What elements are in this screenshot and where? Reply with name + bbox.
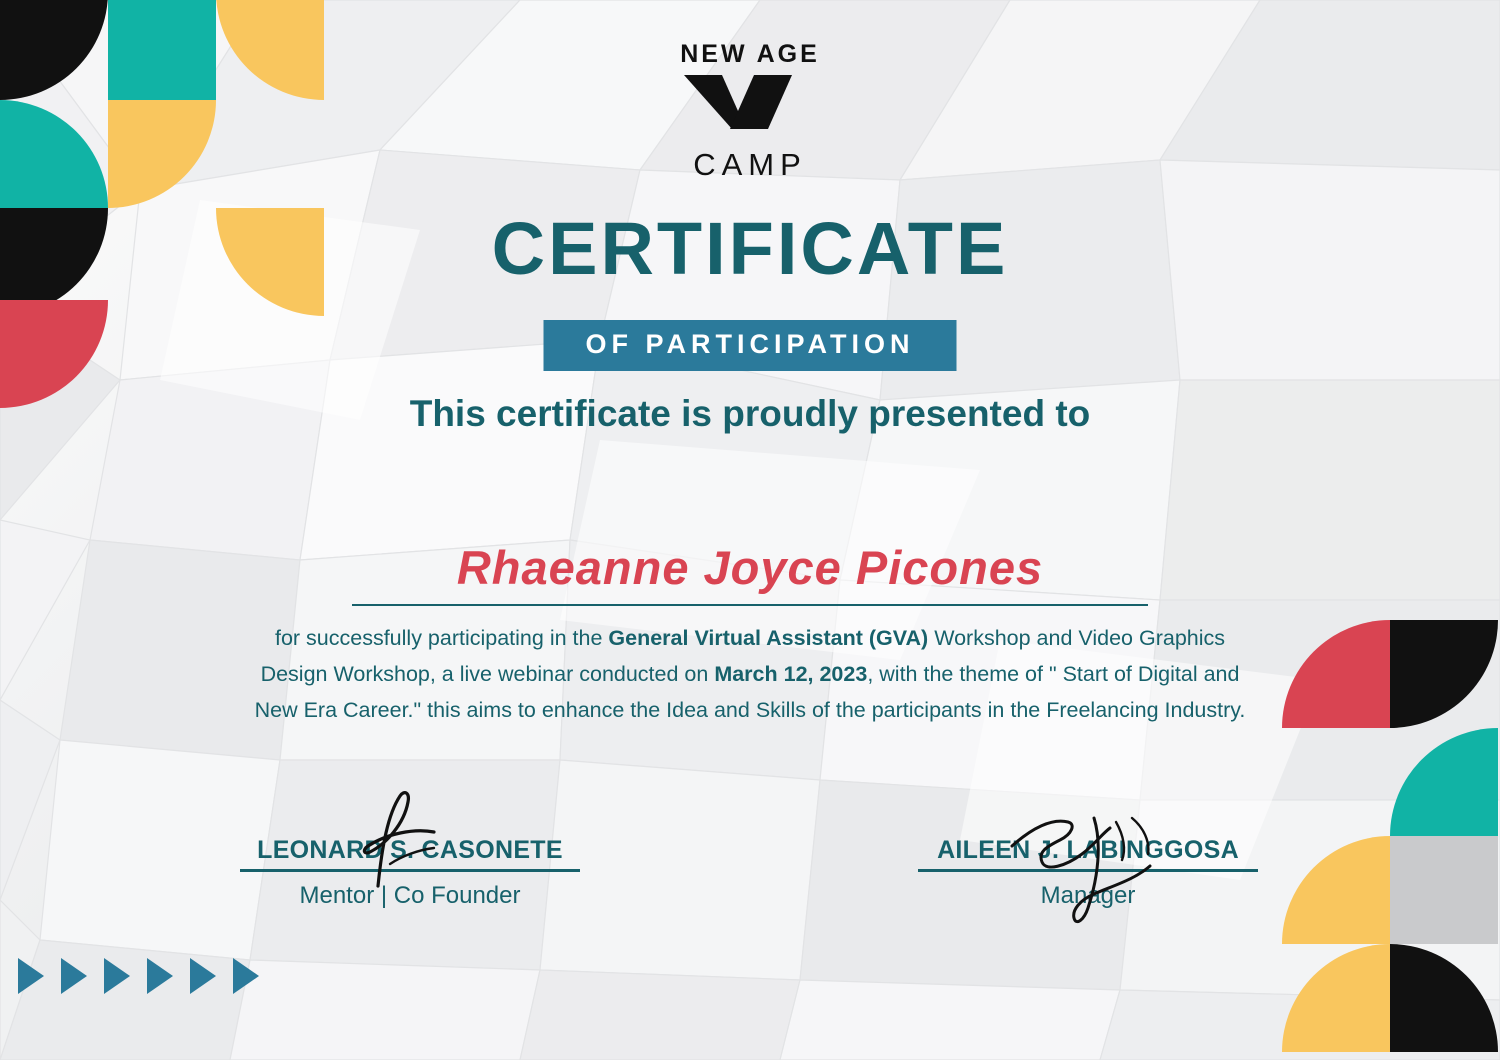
signature-rule xyxy=(240,869,580,872)
page-title: CERTIFICATE xyxy=(491,207,1009,290)
presented-line: This certificate is proudly presented to xyxy=(409,393,1091,434)
triangle-right-icon xyxy=(18,958,44,994)
brand-logo xyxy=(0,40,1500,183)
triangle-right-icon xyxy=(61,958,87,994)
decor-right xyxy=(1282,620,1500,1060)
signature-block-right xyxy=(918,836,1258,910)
logo-top-text: NEW AGE xyxy=(680,40,820,68)
subtitle-badge: OF PARTICIPATION xyxy=(544,320,957,371)
signature-role: Manager xyxy=(1040,882,1136,909)
signature-role: Mentor | Co Founder xyxy=(299,882,521,909)
body-paragraph: for successfully participating in the General Virtual Assistant (GVA) Workshop and Video Graphics Design Workshop, a live webinar conducted on March 12, 2023, with the theme of " Start of Digital and New Era Career." this aims to enhance the Idea and Skills of the participants in the Freelancing Industry. xyxy=(254,626,1246,722)
triangle-right-icon xyxy=(233,958,259,994)
arrow-row xyxy=(18,958,259,994)
signature-name: AILEEN J. LABINGGOSA xyxy=(937,836,1239,864)
logo-bottom-text: CAMP xyxy=(693,147,807,182)
va-monogram-icon xyxy=(670,71,830,145)
triangle-right-icon xyxy=(104,958,130,994)
signature-name: LEONARD S. CASONETE xyxy=(257,836,563,864)
signature-rule xyxy=(918,869,1258,872)
signature-block-left xyxy=(240,836,580,910)
triangle-right-icon xyxy=(147,958,173,994)
triangle-right-icon xyxy=(190,958,216,994)
recipient-name: Rhaeanne Joyce Picones xyxy=(456,541,1044,594)
recipient-underline xyxy=(352,604,1148,606)
